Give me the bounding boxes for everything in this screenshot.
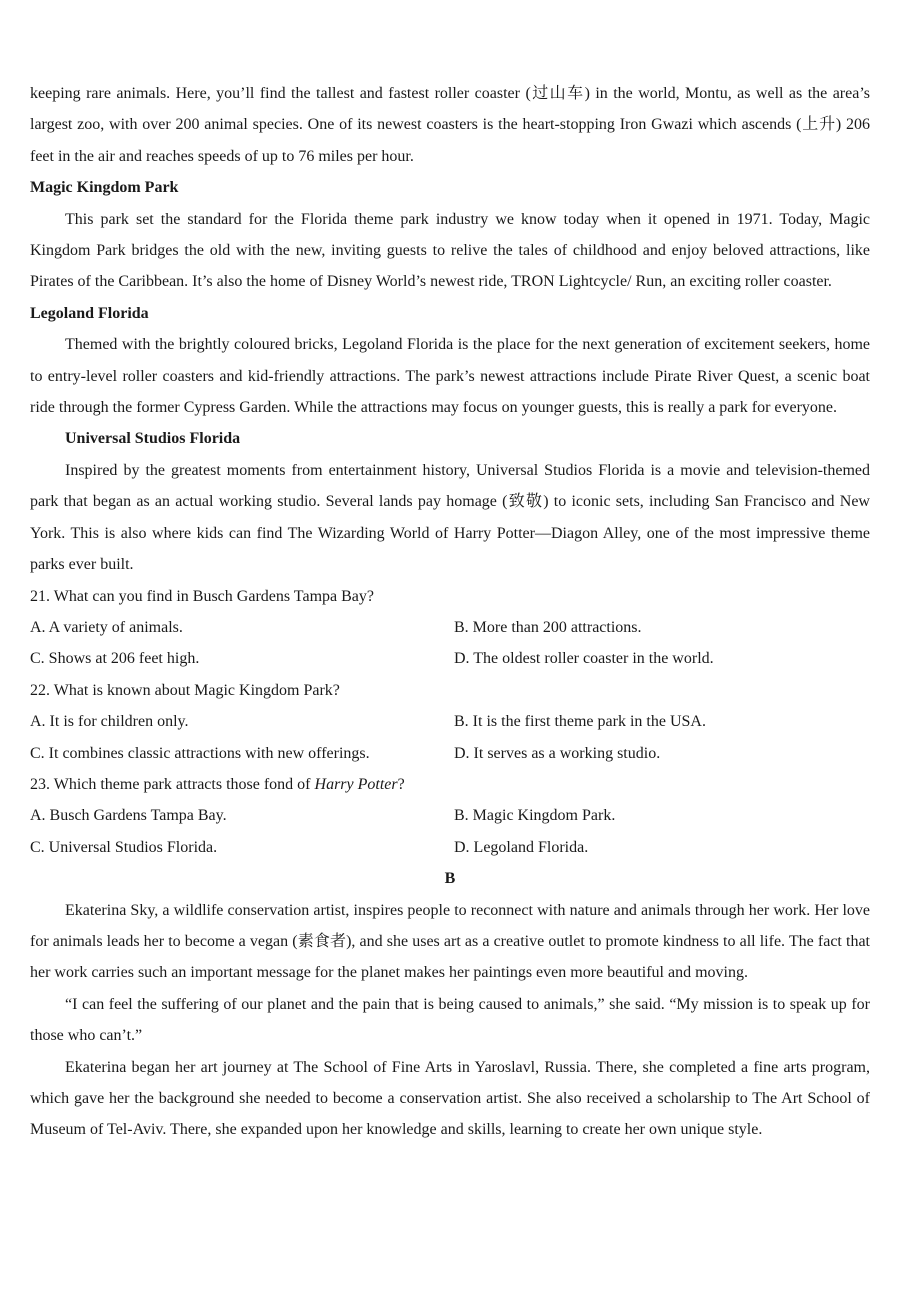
option-d: D. It serves as a working studio. (454, 744, 661, 762)
passage-b-paragraph: Ekaterina began her art journey at The School of Fine Arts in Yaroslavl, Russia. There, she completed a fine arts program, which gave her the background she needed to become a conservation artist. She also received a scholarship to The Art School of Museum of Tel-Aviv. There, she expanded upon her knowledge and skills, learning to create her own unique style. (30, 1058, 870, 1139)
option-d: D. The oldest roller coaster in the world. (454, 650, 714, 668)
question-22-stem: 22. What is known about Magic Kingdom Park? (30, 681, 340, 699)
question-21-options-row-2 (30, 643, 870, 674)
section-body-legoland: Themed with the brightly coloured bricks, Legoland Florida is the place for the next generation of excitement seekers, home to entry-level roller coasters and kid-friendly attractions. The park’s newest attractions include Pirate River Quest, a scenic boat ride through the former Cypress Garden. While the attractions may focus on younger guests, this is really a park for everyone. (30, 336, 870, 417)
question-21-options-row-1 (30, 612, 870, 643)
section-heading-legoland: Legoland Florida (30, 304, 149, 322)
section-body-magic-kingdom: This park set the standard for the Florida theme park industry we know today when it opened in 1971. Today, Magic Kingdom Park bridges the old with the new, inviting guests to relive the tales of childhood and enjoy beloved attractions, like Pirates of the Caribbean. It’s also the home of Disney World’s newest ride, TRON Lightcycle/ Run, an exciting roller coaster. (30, 210, 870, 291)
option-a: A. It is for children only. (30, 713, 189, 731)
section-body-universal: Inspired by the greatest moments from entertainment history, Universal Studios Florida is a movie and television-themed park that began as an actual working studio. Several lands pay homage (致敬) to iconic sets, including San Francisco and New York. This is also where kids can find The Wizarding World of Harry Potter—Diagon Alley, one of the most impressive theme parks ever built. (30, 461, 870, 574)
option-c: C. Universal Studios Florida. (30, 838, 218, 856)
passage-b-paragraph: “I can feel the suffering of our planet and the pain that is being caused to animals,” she said. “My mission is to speak up for those who can’t.” (30, 995, 870, 1045)
question-23-stem-prefix: 23. Which theme park attracts those fond of (30, 775, 315, 793)
question-22-options-row-1 (30, 706, 870, 737)
option-a: A. Busch Gardens Tampa Bay. (30, 807, 227, 825)
passage-b-paragraph: Ekaterina Sky, a wildlife conservation artist, inspires people to reconnect with nature and animals through her work. Her love for animals leads her to become a vegan (素食者), and she uses art as a creative outlet to promote kindness to all life. The fact that her work carries such an important message for the planet makes her paintings even more beautiful and moving. (30, 901, 870, 982)
question-23-stem-suffix: ? (397, 775, 405, 793)
document-content (30, 78, 870, 1146)
option-b: B. It is the first theme park in the USA. (454, 713, 706, 731)
question-22-options-row-2 (30, 738, 870, 769)
option-a: A. A variety of animals. (30, 618, 183, 636)
option-b: B. Magic Kingdom Park. (454, 807, 616, 825)
option-d: D. Legoland Florida. (454, 838, 589, 856)
passage-b-label: B (444, 870, 456, 888)
section-heading-magic-kingdom: Magic Kingdom Park (30, 179, 179, 197)
option-c: C. Shows at 206 feet high. (30, 650, 200, 668)
passage-a-intro: keeping rare animals. Here, you’ll find the tallest and fastest roller coaster (过山车) in the world, Montu, as well as the area’s largest zoo, with over 200 animal species. One of its newest coasters is the heart-stopping Iron Gwazi which ascends (上升) 206 feet in the air and reaches speeds of up to 76 miles per hour. (30, 85, 870, 165)
question-23-stem (30, 769, 870, 800)
question-23-options-row-1 (30, 800, 870, 831)
option-b: B. More than 200 attractions. (454, 618, 642, 636)
option-c: C. It combines classic attractions with new offerings. (30, 744, 370, 762)
section-heading-universal: Universal Studios Florida (65, 430, 241, 448)
question-21-stem: 21. What can you find in Busch Gardens Tampa Bay? (30, 587, 374, 605)
question-23-stem-title: Harry Potter (314, 775, 398, 793)
question-23-options-row-2 (30, 832, 870, 863)
